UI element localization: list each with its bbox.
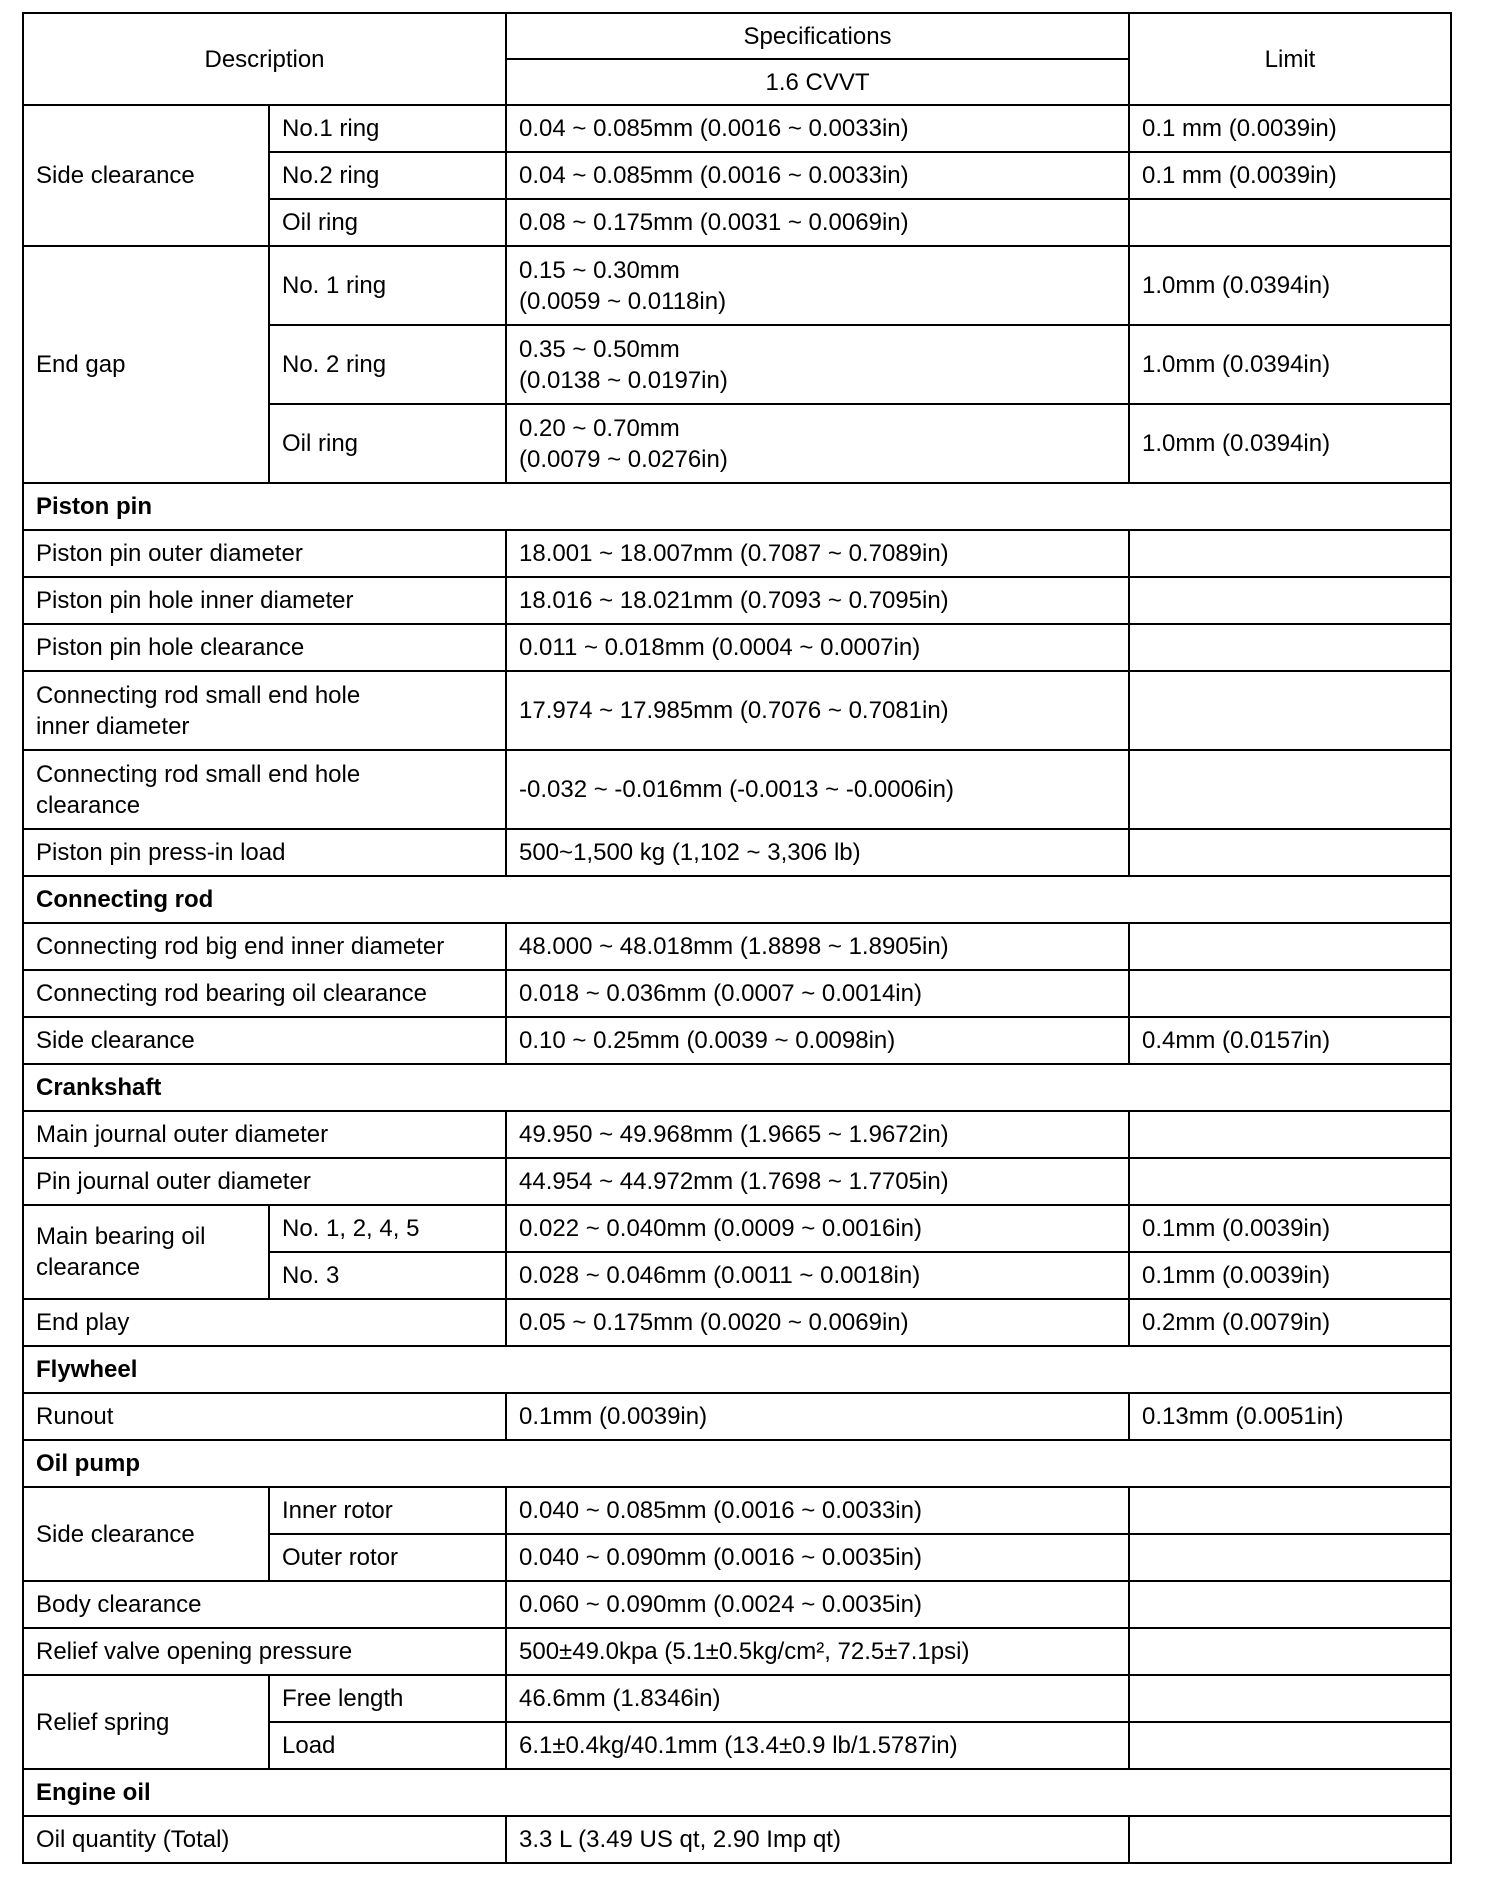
spec-value: 18.001 ~ 18.007mm (0.7087 ~ 0.7089in) xyxy=(506,530,1129,577)
table-row xyxy=(23,624,1451,671)
limit-value xyxy=(1129,829,1451,876)
section-heading: Piston pin xyxy=(23,483,1451,530)
section-row xyxy=(23,1064,1451,1111)
sub-label: No. 1, 2, 4, 5 xyxy=(269,1205,506,1252)
table-row xyxy=(23,829,1451,876)
table-row xyxy=(23,1628,1451,1675)
section-row xyxy=(23,1440,1451,1487)
spec-value: 0.08 ~ 0.175mm (0.0031 ~ 0.0069in) xyxy=(506,199,1129,246)
limit-value xyxy=(1129,577,1451,624)
table-body xyxy=(23,105,1451,1863)
sub-label: No.2 ring xyxy=(269,152,506,199)
sub-label: No.1 ring xyxy=(269,105,506,152)
table-row xyxy=(23,923,1451,970)
table-row xyxy=(23,530,1451,577)
header-description: Description xyxy=(23,13,506,105)
limit-value: 0.1 mm (0.0039in) xyxy=(1129,105,1451,152)
limit-value xyxy=(1129,671,1451,750)
section-row xyxy=(23,483,1451,530)
table-row xyxy=(23,246,1451,325)
group-label: Main bearing oil clearance xyxy=(23,1205,269,1299)
description-label: Oil quantity (Total) xyxy=(23,1816,506,1863)
limit-value xyxy=(1129,923,1451,970)
description-label: Side clearance xyxy=(23,1017,506,1064)
section-heading: Crankshaft xyxy=(23,1064,1451,1111)
spec-value: 500±49.0kpa (5.1±0.5kg/cm², 72.5±7.1psi) xyxy=(506,1628,1129,1675)
table-row xyxy=(23,1581,1451,1628)
spec-value: 0.10 ~ 0.25mm (0.0039 ~ 0.0098in) xyxy=(506,1017,1129,1064)
table-row xyxy=(23,750,1451,829)
spec-value: 0.20 ~ 0.70mm (0.0079 ~ 0.0276in) xyxy=(506,404,1129,483)
spec-value: 48.000 ~ 48.018mm (1.8898 ~ 1.8905in) xyxy=(506,923,1129,970)
header-engine: 1.6 CVVT xyxy=(506,59,1129,105)
limit-value: 0.13mm (0.0051in) xyxy=(1129,1393,1451,1440)
table-row xyxy=(23,1205,1451,1252)
section-heading: Flywheel xyxy=(23,1346,1451,1393)
table-row xyxy=(23,1017,1451,1064)
description-label: Main journal outer diameter xyxy=(23,1111,506,1158)
limit-value: 1.0mm (0.0394in) xyxy=(1129,325,1451,404)
description-label: Body clearance xyxy=(23,1581,506,1628)
spec-value: 46.6mm (1.8346in) xyxy=(506,1675,1129,1722)
group-label: Relief spring xyxy=(23,1675,269,1769)
table-row xyxy=(23,577,1451,624)
description-label: Piston pin press-in load xyxy=(23,829,506,876)
spec-value: 0.04 ~ 0.085mm (0.0016 ~ 0.0033in) xyxy=(506,152,1129,199)
section-heading: Connecting rod xyxy=(23,876,1451,923)
sub-label: Load xyxy=(269,1722,506,1769)
spec-value: 0.060 ~ 0.090mm (0.0024 ~ 0.0035in) xyxy=(506,1581,1129,1628)
table-row xyxy=(23,105,1451,152)
spec-value: 17.974 ~ 17.985mm (0.7076 ~ 0.7081in) xyxy=(506,671,1129,750)
spec-value: 0.011 ~ 0.018mm (0.0004 ~ 0.0007in) xyxy=(506,624,1129,671)
description-label: Piston pin outer diameter xyxy=(23,530,506,577)
spec-value: 0.040 ~ 0.090mm (0.0016 ~ 0.0035in) xyxy=(506,1534,1129,1581)
group-label: Side clearance xyxy=(23,1487,269,1581)
sub-label: Oil ring xyxy=(269,404,506,483)
section-row xyxy=(23,1346,1451,1393)
spec-value: 0.35 ~ 0.50mm (0.0138 ~ 0.0197in) xyxy=(506,325,1129,404)
spec-value: 3.3 L (3.49 US qt, 2.90 Imp qt) xyxy=(506,1816,1129,1863)
limit-value xyxy=(1129,1487,1451,1534)
limit-value xyxy=(1129,530,1451,577)
table-row xyxy=(23,671,1451,750)
section-heading: Engine oil xyxy=(23,1769,1451,1816)
sub-label: No. 2 ring xyxy=(269,325,506,404)
limit-value xyxy=(1129,624,1451,671)
limit-value: 0.2mm (0.0079in) xyxy=(1129,1299,1451,1346)
description-label: Connecting rod small end hole clearance xyxy=(23,750,506,829)
limit-value xyxy=(1129,1816,1451,1863)
spec-value: 0.022 ~ 0.040mm (0.0009 ~ 0.0016in) xyxy=(506,1205,1129,1252)
table-row xyxy=(23,1675,1451,1722)
description-label: Connecting rod bearing oil clearance xyxy=(23,970,506,1017)
limit-value: 0.1mm (0.0039in) xyxy=(1129,1205,1451,1252)
section-row xyxy=(23,876,1451,923)
description-label: Piston pin hole inner diameter xyxy=(23,577,506,624)
header-specifications: Specifications xyxy=(506,13,1129,59)
limit-value: 0.4mm (0.0157in) xyxy=(1129,1017,1451,1064)
limit-value: 0.1 mm (0.0039in) xyxy=(1129,152,1451,199)
table-row xyxy=(23,1393,1451,1440)
description-label: End play xyxy=(23,1299,506,1346)
sub-label: Inner rotor xyxy=(269,1487,506,1534)
table-row xyxy=(23,1158,1451,1205)
description-label: Runout xyxy=(23,1393,506,1440)
spec-value: 0.028 ~ 0.046mm (0.0011 ~ 0.0018in) xyxy=(506,1252,1129,1299)
section-row xyxy=(23,1769,1451,1816)
description-label: Connecting rod small end hole inner diameter xyxy=(23,671,506,750)
section-heading: Oil pump xyxy=(23,1440,1451,1487)
limit-value xyxy=(1129,1675,1451,1722)
group-label: End gap xyxy=(23,246,269,483)
limit-value: 1.0mm (0.0394in) xyxy=(1129,404,1451,483)
spec-value: 49.950 ~ 49.968mm (1.9665 ~ 1.9672in) xyxy=(506,1111,1129,1158)
limit-value xyxy=(1129,1158,1451,1205)
table-row xyxy=(23,1816,1451,1863)
sub-label: No. 1 ring xyxy=(269,246,506,325)
limit-value: 1.0mm (0.0394in) xyxy=(1129,246,1451,325)
sub-label: Oil ring xyxy=(269,199,506,246)
spec-value: 0.15 ~ 0.30mm (0.0059 ~ 0.0118in) xyxy=(506,246,1129,325)
spec-value: 44.954 ~ 44.972mm (1.7698 ~ 1.7705in) xyxy=(506,1158,1129,1205)
spec-value: 18.016 ~ 18.021mm (0.7093 ~ 0.7095in) xyxy=(506,577,1129,624)
specifications-table xyxy=(22,12,1452,1864)
limit-value xyxy=(1129,1534,1451,1581)
spec-value: -0.032 ~ -0.016mm (-0.0013 ~ -0.0006in) xyxy=(506,750,1129,829)
group-label: Side clearance xyxy=(23,105,269,246)
description-label: Relief valve opening pressure xyxy=(23,1628,506,1675)
limit-value xyxy=(1129,1722,1451,1769)
table-row xyxy=(23,1299,1451,1346)
spec-value: 6.1±0.4kg/40.1mm (13.4±0.9 lb/1.5787in) xyxy=(506,1722,1129,1769)
limit-value xyxy=(1129,750,1451,829)
header-limit: Limit xyxy=(1129,13,1451,105)
spec-value: 0.018 ~ 0.036mm (0.0007 ~ 0.0014in) xyxy=(506,970,1129,1017)
sub-label: Outer rotor xyxy=(269,1534,506,1581)
spec-value: 500~1,500 kg (1,102 ~ 3,306 lb) xyxy=(506,829,1129,876)
description-label: Connecting rod big end inner diameter xyxy=(23,923,506,970)
spec-value: 0.1mm (0.0039in) xyxy=(506,1393,1129,1440)
limit-value xyxy=(1129,970,1451,1017)
spec-value: 0.05 ~ 0.175mm (0.0020 ~ 0.0069in) xyxy=(506,1299,1129,1346)
sub-label: Free length xyxy=(269,1675,506,1722)
table-row xyxy=(23,1111,1451,1158)
limit-value xyxy=(1129,199,1451,246)
spec-value: 0.04 ~ 0.085mm (0.0016 ~ 0.0033in) xyxy=(506,105,1129,152)
sub-label: No. 3 xyxy=(269,1252,506,1299)
table-row xyxy=(23,1487,1451,1534)
limit-value xyxy=(1129,1111,1451,1158)
limit-value: 0.1mm (0.0039in) xyxy=(1129,1252,1451,1299)
limit-value xyxy=(1129,1581,1451,1628)
table-row xyxy=(23,970,1451,1017)
description-label: Piston pin hole clearance xyxy=(23,624,506,671)
description-label: Pin journal outer diameter xyxy=(23,1158,506,1205)
spec-value: 0.040 ~ 0.085mm (0.0016 ~ 0.0033in) xyxy=(506,1487,1129,1534)
limit-value xyxy=(1129,1628,1451,1675)
